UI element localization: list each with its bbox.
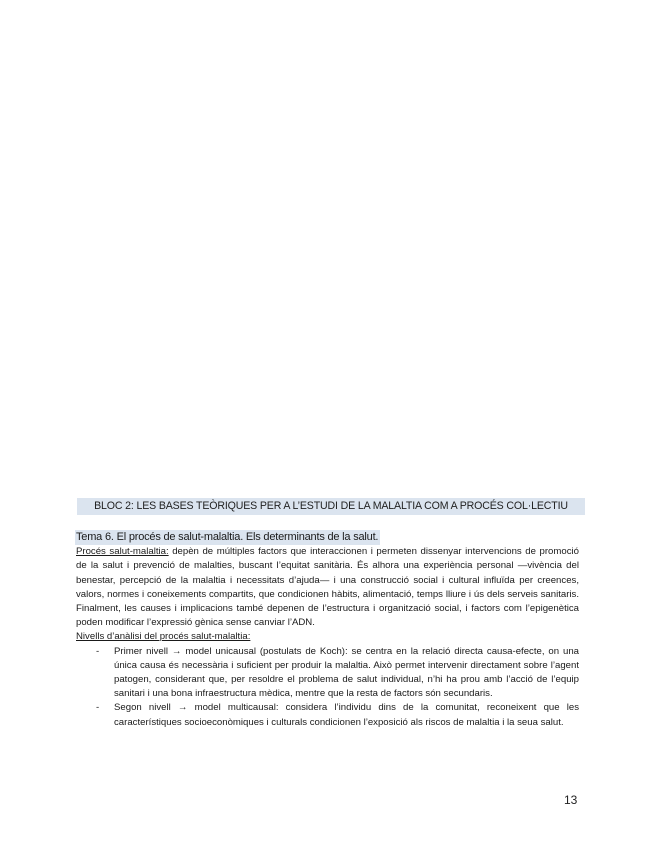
list-bullet: - <box>96 702 100 714</box>
page-content <box>76 530 579 730</box>
list-item <box>76 645 579 702</box>
tema-heading-line <box>76 530 579 545</box>
bloc-title: BLOC 2: LES BASES TEÒRIQUES PER A L’ESTUDI DE LA MALALTIA COM A PROCÉS COL·LECTIU <box>77 498 585 515</box>
list-item-text: Primer nivell → model unicausal (postulats de Koch): se centra en la relació directa causa-efecte, on una única causa és necessària i suficient per produir la malaltia. Això permet intervenir directament sobre l’agent patogen, considerant que, per resoldre el problema de salut individual, n’hi ha prou amb l’acció de l’equip sanitari i una bona infraestructura mèdica, mentre que la resta de factors són secundaris. <box>114 645 579 700</box>
section-heading-nivells: Nivells d’anàlisi del procés salut-malaltia: <box>76 631 251 643</box>
tema-title: Tema 6. El procés de salut-malaltia. Els determinants de la salut. <box>76 531 379 543</box>
list-bullet: - <box>96 645 100 657</box>
levels-list <box>76 645 579 730</box>
paragraph-label: Procés salut-malaltia: <box>76 546 169 558</box>
list-item-text: Segon nivell → model multicausal: considera l’individu dins de la comunitat, reconeixent que les característiques socioeconòmiques i culturals condicionen l’exposició als riscos de malaltia i la seua salut. <box>114 702 579 728</box>
page-number: 13 <box>564 793 578 807</box>
list-item <box>76 701 579 729</box>
paragraph-text: depèn de múltiples factors que interaccionen i permeten dissenyar intervencions de promoció de la salut i prevenció de malalties, buscant l’equitat sanitària. És alhora una experiència personal —vivència del benestar, percepció de la malaltia i necessitats d’ajuda— i una construcció social i cultural influïda per creences, valors, normes i coneixements compartits, que condicionen hàbits, alimentació, temps lliure i ús dels serveis sanitaris. Finalment, les causes i implicacions també depenen de l’estructura i organització social, i factors com l’epigenètica poden modificar l’expressió gènica sense canviar l’ADN. <box>76 546 579 629</box>
paragraph-proces-salut-malaltia <box>76 545 579 630</box>
